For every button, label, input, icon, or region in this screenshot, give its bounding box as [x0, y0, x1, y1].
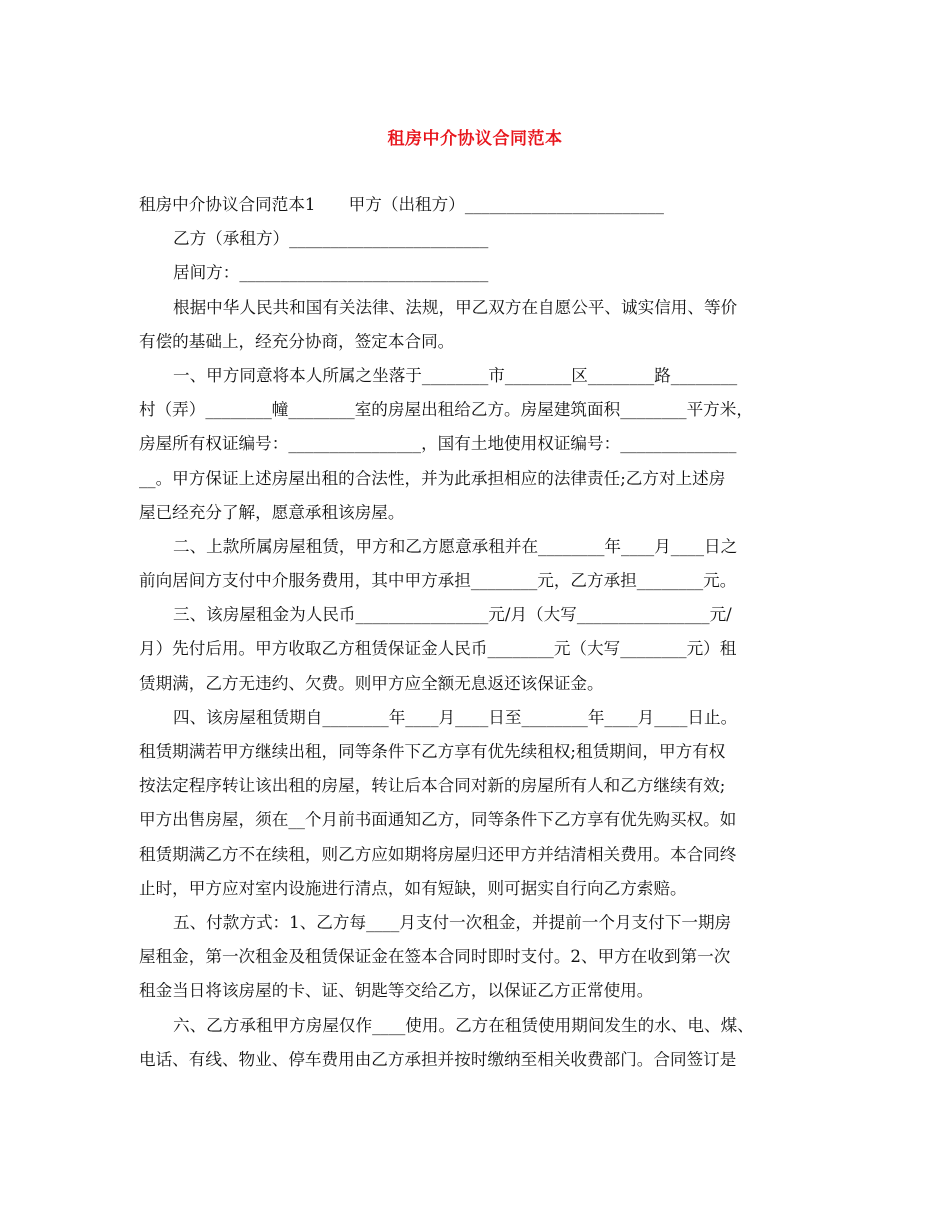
text-line: 根据中华人民共和国有关法律、法规，甲乙双方在自愿公平、诚实信用、等价	[173, 297, 738, 317]
text-line: 止时，甲方应对室内设施进行清点，如有短缺，则可据实自行向乙方索赔。	[139, 878, 687, 898]
text-line: 村（弄）________幢________室的房屋出租给乙方。房屋建筑面积________平方米，	[139, 400, 753, 420]
text-line: 四、该房屋租赁期自________年____月____日至________年____月____日止。	[173, 707, 738, 727]
text-line: 租赁期满若甲方继续出租，同等条件下乙方享有优先续租权;租赁期间，甲方有权	[139, 742, 726, 761]
text-line: 六、乙方承租甲方房屋仅作____使用。乙方在租赁使用期间发生的水、电、煤、	[173, 1015, 754, 1035]
text-line: 房屋所有权证编号：________________，国有土地使用权证编号：______________	[139, 434, 737, 454]
text-line: 租赁期满乙方不在续租，则乙方应如期将房屋归还甲方并结清相关费用。本合同终	[139, 844, 737, 864]
text-line: 租房中介协议合同范本1 甲方（出租方）________________________	[139, 195, 664, 214]
document-title: 租房中介协议合同范本	[387, 129, 563, 149]
text-line: 按法定程序转让该出租的房屋，转让后本合同对新的房屋所有人和乙方继续有效;	[139, 776, 726, 796]
text-line: 三、该房屋租金为人民币________________元/月（大写________________元/	[173, 605, 732, 625]
text-line: 租金当日将该房屋的卡、证、钥匙等交给乙方，以保证乙方正常使用。	[139, 981, 654, 1001]
text-line: 五、付款方式：1、乙方每____月支付一次租金，并提前一个月支付下一期房	[173, 912, 732, 932]
text-line: 月）先付后用。甲方收取乙方租赁保证金人民币________元（大写________元）租	[139, 639, 737, 659]
text-line: 甲方出售房屋，须在__个月前书面通知乙方，同等条件下乙方享有优先购买权。如	[139, 810, 737, 830]
text-line: 二、上款所属房屋租赁，甲方和乙方愿意承租并在________年____月____日之	[173, 536, 738, 556]
text-line: 屋已经充分了解，愿意承租该房屋。	[139, 502, 405, 522]
text-line: 居间方：______________________________	[173, 263, 489, 283]
text-line: __。甲方保证上述房屋出租的合法性，并为此承担相应的法律责任;乙方对上述房	[139, 468, 726, 488]
text-line: 电话、有线、物业、停车费用由乙方承担并按时缴纳至相关收费部门。合同签订是	[139, 1049, 737, 1069]
text-line: 前向居间方支付中介服务费用，其中甲方承担________元，乙方承担________元。	[139, 571, 737, 591]
text-line: 屋租金，第一次租金及租赁保证金在签本合同时即时支付。2、甲方在收到第一次	[139, 947, 731, 967]
text-line: 有偿的基础上，经充分协商，签定本合同。	[139, 331, 455, 351]
text-line: 乙方（承租方）________________________	[173, 229, 489, 249]
document-body	[139, 188, 839, 1077]
text-line: 赁期满，乙方无违约、欠费。则甲方应全额无息返还该保证金。	[139, 673, 604, 693]
text-line: 一、甲方同意将本人所属之坐落于________市________区________路________	[173, 365, 738, 385]
